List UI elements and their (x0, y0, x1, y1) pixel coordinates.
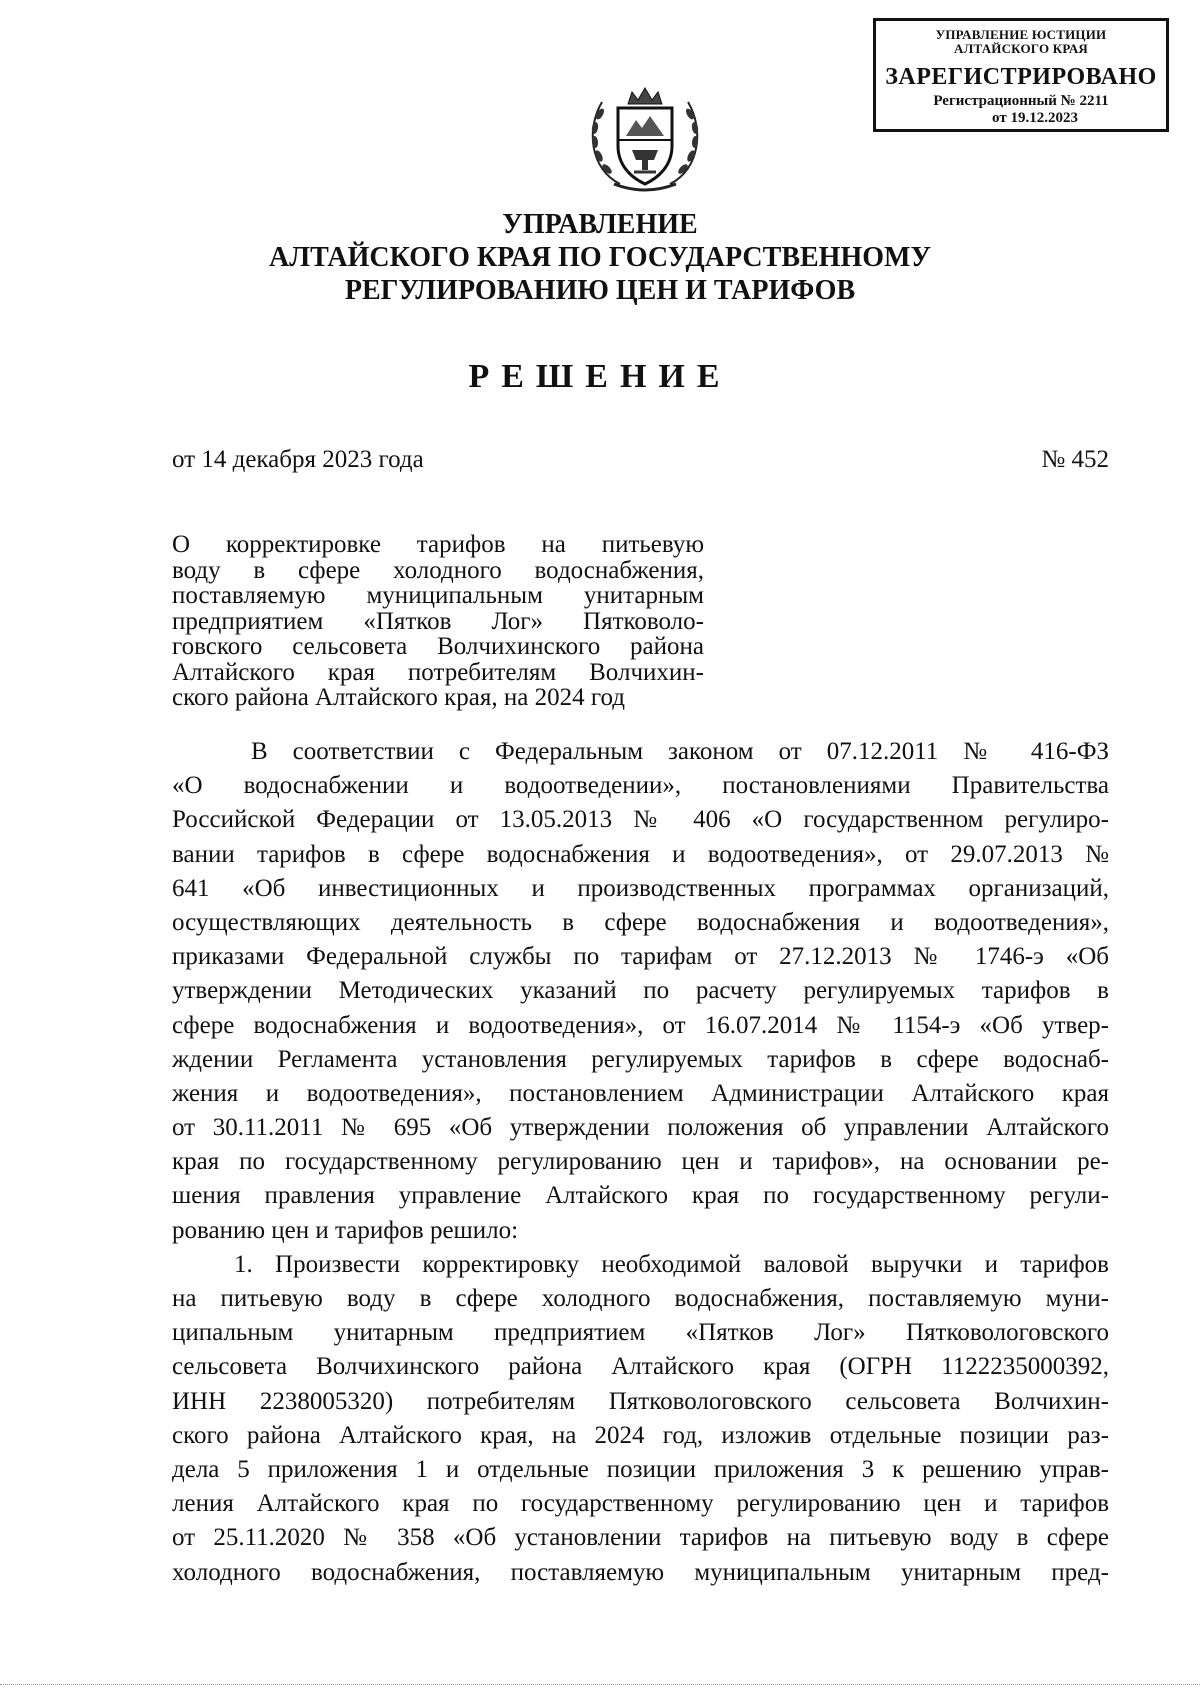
preamble-line: Российской Федерации от 13.05.2013 № 406 «О государственном регулиро- (172, 806, 1109, 834)
preamble-line: В соответствии с Федеральным законом от 07.12.2011 № 416-ФЗ (251, 738, 1109, 765)
subject-line: предприятием «Пятков Лог» Пятковоло- (172, 607, 704, 635)
organization-header-line1: УПРАВЛЕНИЕ (502, 209, 698, 240)
clause-1-line: ления Алтайского края по государственному регулированию цен и тарифов (172, 1490, 1109, 1518)
preamble-line: жения и водоотведения», постановлением Администрации Алтайского края (172, 1079, 1109, 1107)
stamp-registration-date: от 19.12.2023 (992, 110, 1078, 126)
stamp-registration-number: Регистрационный № 2211 (933, 93, 1109, 109)
stamp-organization (876, 28, 1166, 56)
stamp-status: ЗАРЕГИСТРИРОВАНО (885, 64, 1157, 90)
preamble-line: сфере водоснабжения и водоотведения», от 16.07.2014 № 1154-э «Об утвер- (172, 1011, 1109, 1039)
clause-1-line: 1. Произвести корректировку необходимой валовой выручки и тарифов (234, 1250, 1109, 1278)
decision-date: от 14 декабря 2023 года (172, 446, 424, 473)
decision-subject (172, 532, 704, 711)
stamp-organization-line1: УПРАВЛЕНИЕ ЮСТИЦИИ (935, 27, 1107, 42)
preamble-line: края по государственному регулированию цен и тарифов», на основании ре- (172, 1148, 1109, 1176)
subject-line: Алтайского края потребителям Волчихин- (172, 658, 704, 686)
scan-edge-divider (0, 1684, 1200, 1685)
clause-1-line: на питьевую воду в сфере холодного водоснабжения, поставляемую муни- (172, 1285, 1109, 1312)
stamp-organization-line2: АЛТАЙСКОГО КРАЯ (954, 41, 1088, 56)
preamble-line: ждении Регламента установления регулируемых тарифов в сфере водоснаб- (172, 1045, 1109, 1073)
preamble-line: утверждении Методических указаний по расчету регулируемых тарифов в (172, 977, 1109, 1005)
clause-1-line: дела 5 приложения 1 и отдельные позиции приложения 3 к решению управ- (172, 1455, 1109, 1483)
clause-1-line: ципальным унитарным предприятием «Пятков Лог» Пятковологовского (172, 1319, 1109, 1347)
preamble-line: шения правления управление Алтайского края по государственному регули- (172, 1182, 1109, 1210)
subject-line: говского сельсовета Волчихинского района (172, 633, 704, 660)
registration-stamp (873, 18, 1169, 132)
preamble-line: приказами Федеральной службы по тарифам от 27.12.2013 № 1746-э «Об (172, 943, 1109, 971)
subject-line: воду в сфере холодного водоснабжения, (172, 556, 704, 584)
document-type-title: РЕШЕНИЕ (468, 358, 732, 395)
subject-line: поставляемую муниципальным унитарным (172, 582, 704, 609)
clause-1-line: холодного водоснабжения, поставляемую муниципальным унитарным пред- (172, 1558, 1109, 1586)
preamble-line: от 30.11.2011 № 695 «Об утверждении положения об управлении Алтайского (172, 1114, 1109, 1142)
altai-krai-coat-of-arms-icon (580, 84, 710, 196)
decision-body (172, 735, 1109, 1590)
subject-line: ского района Алтайского края, на 2024 год (172, 684, 625, 711)
preamble-line: рованию цен и тарифов решило: (172, 1216, 519, 1244)
clause-1-line: сельсовета Волчихинского района Алтайского края (ОГРН 1122235000392, (172, 1353, 1109, 1381)
decision-number: № 452 (1041, 446, 1109, 473)
organization-header (0, 208, 1200, 307)
preamble-line: осуществляющих деятельность в сфере водоснабжения и водоотведения», (172, 908, 1109, 936)
preamble-line: 641 «Об инвестиционных и производственных программах организаций, (172, 874, 1109, 902)
subject-line: О корректировке тарифов на питьевую (172, 531, 704, 558)
clause-1-line: от 25.11.2020 № 358 «Об установлении тарифов на питьевую воду в сфере (172, 1524, 1109, 1552)
preamble-line: вании тарифов в сфере водоснабжения и водоотведения», от 29.07.2013 № (172, 840, 1109, 868)
clause-1-line: ИНН 2238005320) потребителям Пятковологовского сельсовета Волчихин- (172, 1387, 1109, 1415)
preamble-line: «О водоснабжении и водоотведении», постановлениями Правительства (172, 772, 1109, 800)
organization-header-line3: РЕГУЛИРОВАНИЮ ЦЕН И ТАРИФОВ (344, 275, 856, 306)
clause-1-line: ского района Алтайского края, на 2024 год, изложив отдельные позиции раз- (172, 1421, 1109, 1449)
organization-header-line2: АЛТАЙСКОГО КРАЯ ПО ГОСУДАРСТВЕННОМУ (269, 242, 931, 273)
